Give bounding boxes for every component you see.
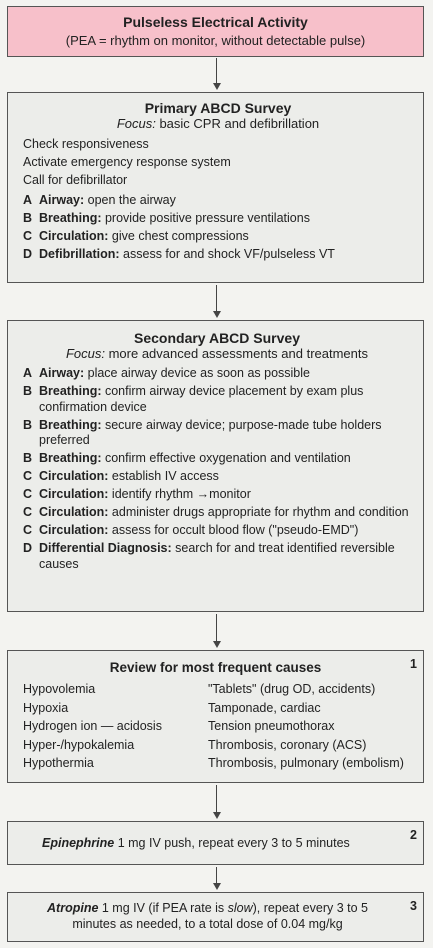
step-activate-ems: Activate emergency response system [23, 155, 231, 169]
secondary-item: A Airway: place airway device as soon as possible [23, 366, 310, 380]
atropine-instruction: Atropine 1 mg IV (if PEA rate is slow), repeat every 3 to 5 minutes as needed, to a total dose of 0.04 mg/kg [47, 901, 368, 931]
step-check-responsiveness: Check responsiveness [23, 137, 149, 151]
arrow-5 [213, 867, 221, 890]
arrow-1 [213, 58, 221, 90]
focus-text: basic CPR and defibrillation [155, 116, 320, 131]
cause-left: Hypoxia [23, 700, 69, 715]
step-number: 2 [410, 828, 417, 842]
arrow-4 [213, 785, 221, 819]
primary-survey-title: Primary ABCD Survey [144, 100, 292, 116]
primary-survey-focus [23, 116, 413, 131]
primary-item-circulation: C Circulation: give chest compressions [23, 229, 249, 243]
epinephrine-box [7, 821, 424, 865]
causes-title: Review for most frequent causes [109, 660, 322, 675]
pea-title: Pulseless Electrical Activity [123, 14, 308, 30]
atropine-drug: Atropine [47, 901, 99, 915]
secondary-item: C Circulation: identify rhythm →monitor [23, 487, 251, 501]
secondary-item: C Circulation: administer drugs appropriate for rhythm and condition [23, 505, 409, 519]
cause-left: Hypothermia [23, 756, 94, 770]
step-number: 3 [410, 899, 417, 913]
pea-header-box [7, 6, 424, 57]
arrow-2 [213, 285, 221, 318]
primary-item-breathing: B Breathing: provide positive pressure ventilations [23, 211, 310, 225]
pea-subtitle: (PEA = rhythm on monitor, without detectable pulse) [65, 33, 366, 48]
causes-box [7, 650, 424, 783]
focus-text: more advanced assessments and treatments [104, 346, 369, 361]
secondary-item: D Differential Diagnosis: search for and treat identified reversible causes [23, 541, 395, 571]
cause-left: Hypovolemia [23, 682, 96, 696]
step-number: 1 [410, 657, 417, 671]
epinephrine-instruction: Epinephrine 1 mg IV push, repeat every 3 to 5 minutes [42, 836, 350, 850]
focus-label: Focus: [116, 116, 156, 131]
secondary-item: C Circulation: establish IV access [23, 469, 219, 483]
cause-right: Thrombosis, coronary (ACS) [208, 737, 367, 752]
secondary-survey-title: Secondary ABCD Survey [134, 330, 300, 346]
arrow-3 [213, 614, 221, 648]
focus-label: Focus: [65, 346, 105, 361]
epinephrine-drug: Epinephrine [42, 836, 115, 850]
secondary-item: B Breathing: confirm effective oxygenation and ventilation [23, 451, 351, 465]
secondary-item: B Breathing: confirm airway device placement by exam plus confirmation device [23, 384, 364, 414]
primary-item-defibrillation: D Defibrillation: assess for and shock VF/pulseless VT [23, 247, 335, 261]
cause-left: Hydrogen ion — acidosis [23, 719, 162, 733]
secondary-survey-focus [23, 346, 411, 361]
cause-right: Tension pneumothorax [208, 719, 335, 733]
cause-right: Thrombosis, pulmonary (embolism) [208, 756, 404, 770]
secondary-item: C Circulation: assess for occult blood flow ("pseudo-EMD") [23, 523, 359, 537]
step-call-defibrillator: Call for defibrillator [23, 173, 128, 187]
primary-item-airway: A Airway: open the airway [23, 193, 176, 207]
primary-survey-box [7, 92, 424, 283]
secondary-survey-box [7, 320, 424, 612]
cause-right: Tamponade, cardiac [208, 700, 321, 715]
secondary-item: B Breathing: secure airway device; purpose-made tube holders preferred [23, 417, 382, 447]
cause-right: "Tablets" (drug OD, accidents) [208, 682, 376, 696]
atropine-box [7, 892, 424, 942]
cause-left: Hyper-/hypokalemia [23, 737, 135, 752]
